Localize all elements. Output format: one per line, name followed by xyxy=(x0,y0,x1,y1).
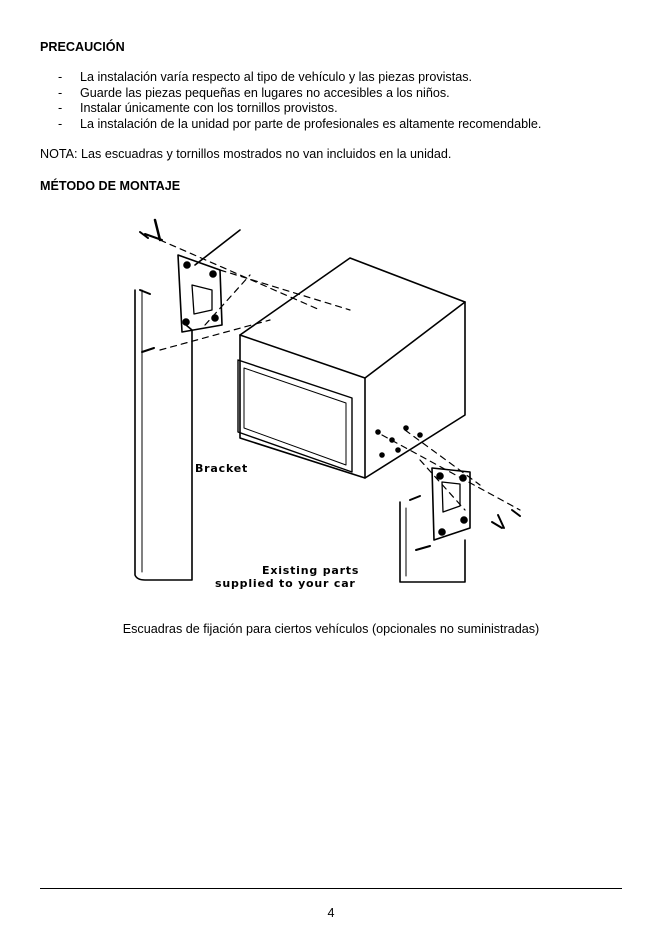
bullet-dash: - xyxy=(58,116,63,131)
list-item xyxy=(58,101,541,117)
mounting-diagram-svg xyxy=(120,210,530,595)
page-number: 4 xyxy=(327,906,335,920)
footer-divider xyxy=(40,888,622,889)
left-bracket-panel xyxy=(135,290,192,580)
caution-list xyxy=(58,70,541,132)
list-item xyxy=(58,117,541,133)
list-item xyxy=(58,70,541,86)
list-item-text: Guarde las piezas pequeñas en lugares no accesibles a los niños. xyxy=(80,85,450,100)
supplied-to-car-label: supplied to your car xyxy=(215,577,356,590)
figure-caption: Escuadras de fijación para ciertos vehículos (opcionales no suministradas) xyxy=(122,622,540,636)
note-text: NOTA: Las escuadras y tornillos mostrados no van incluidos en la unidad. xyxy=(40,147,452,161)
list-item-text: La instalación de la unidad por parte de profesionales es altamente recomendable. xyxy=(80,116,542,131)
bullet-dash: - xyxy=(58,101,63,116)
bullet-dash: - xyxy=(58,85,63,100)
mounting-method-heading: MÉTODO DE MONTAJE xyxy=(40,179,181,193)
precaucion-heading: PRECAUCIÓN xyxy=(40,40,125,54)
bracket-label: Bracket xyxy=(195,462,249,475)
existing-parts-label: Existing parts xyxy=(262,564,360,577)
mounting-diagram xyxy=(120,210,530,595)
list-item-text: Instalar únicamente con los tornillos provistos. xyxy=(80,101,338,116)
list-item xyxy=(58,86,541,102)
list-item-text: La instalación varía respecto al tipo de vehículo y las piezas provistas. xyxy=(80,70,473,84)
bullet-dash: - xyxy=(58,70,63,84)
